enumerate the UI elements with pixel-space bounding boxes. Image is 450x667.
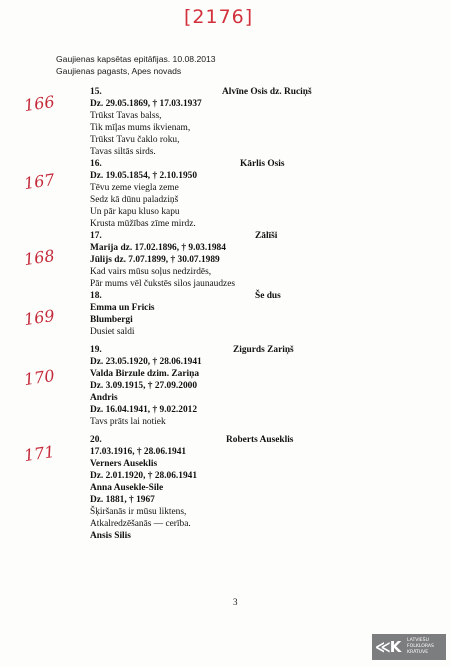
handwritten-catalog-mark: 171 (22, 441, 56, 466)
entry-line: Sedz kā dūnu paladziņš (90, 195, 179, 205)
entry-line: Ansis Silis (90, 531, 131, 541)
entry-name: Zālīši (255, 231, 278, 241)
entry-line: Dz. 19.05.1854, † 2.10.1950 (90, 171, 198, 181)
page-number: 3 (233, 597, 238, 607)
entry-number: 17. (90, 231, 102, 241)
entry-line: Dz. 29.05.1869, † 17.03.1937 (90, 99, 202, 109)
handwritten-catalog-mark: 168 (22, 245, 56, 270)
entry-name: Alvīne Osis dz. Ruciņš (222, 87, 312, 97)
entry-line: Emma un Fricis (90, 303, 155, 313)
document-header (56, 53, 216, 77)
entry-line: Anna Ausekle-Sile (90, 483, 164, 493)
entry-line: Blumbergi (90, 315, 133, 325)
entry-line: Dz. 3.09.1915, † 27.09.2000 (90, 381, 198, 391)
entry-line: Tavas siltās sirds. (90, 147, 156, 157)
handwritten-catalog-mark: 166 (22, 91, 56, 116)
entry-line: Dz. 2.01.1920, † 28.06.1941 (90, 471, 198, 481)
entry-line: Trūkst Tavas balss, (90, 111, 162, 121)
entry-name: Roberts Auseklis (226, 435, 294, 445)
entry-line: Dusiet saldi (90, 327, 135, 337)
entry-line: Trūkst Tavu čaklo roku, (90, 135, 180, 145)
entry-line: Dz. 16.04.1941, † 9.02.2012 (90, 405, 198, 415)
archive-reference-number: [2176] (184, 6, 254, 28)
entry-line: Tēvu zeme viegla zeme (90, 183, 179, 193)
entry-line: Šķiršanās ir mūsu liktens, (90, 507, 187, 517)
handwritten-catalog-mark: 170 (22, 365, 56, 390)
entry-number: 19. (90, 345, 102, 355)
entry-name: Zigurds Zariņš (233, 345, 294, 355)
entry-number: 18. (90, 291, 102, 301)
entry-number: 16. (90, 159, 102, 169)
entry-line: Marija dz. 17.02.1896, † 9.03.1984 (90, 243, 226, 253)
entry-line: Verners Auseklis (90, 459, 158, 469)
handwritten-catalog-mark: 167 (22, 169, 56, 194)
entry-line: Dz. 1881, † 1967 (90, 495, 155, 505)
entry-number: 20. (90, 435, 102, 445)
entry-line: Andris (90, 393, 118, 403)
entry-line: Kad vairs mūsu soļus nedzirdēs, (90, 267, 212, 277)
entry-number: 15. (90, 87, 102, 97)
header-title: Gaujienas kapsētas epitāfijas. 10.08.2013 (56, 54, 216, 64)
entry-name: Še dus (255, 291, 281, 301)
archive-logo-icon: ≪K (375, 638, 401, 656)
entry-line: Valda Birzule dzim. Zariņa (90, 369, 200, 379)
entry-line: Dz. 23.05.1920, † 28.06.1941 (90, 357, 202, 367)
archive-logo (372, 634, 446, 660)
entry-line: Un pār kapu kluso kapu (90, 207, 180, 217)
entry-name: Kārlis Osis (240, 159, 285, 169)
entry-line: Krusta mūžības zīme mirdz. (90, 219, 196, 229)
entry-line: 17.03.1916, † 28.06.1941 (90, 447, 187, 457)
entry-line: Tik mīļas mums ikvienam, (90, 123, 191, 133)
handwritten-catalog-mark: 169 (22, 305, 56, 330)
entry-line: Atkalredzēšanās — cerība. (90, 519, 191, 529)
entry-line: Tavs prāts lai notiek (90, 417, 166, 427)
entry-line: Pār mums vēl čukstēs silos jaunaudzes (90, 279, 236, 289)
header-location: Gaujienas pagasts, Apes novads (56, 66, 182, 76)
archive-logo-text: LATVIEŠU FOLKLORAS KRĀTUVE (407, 638, 434, 655)
entry-line: Jūlijs dz. 7.07.1899, † 30.07.1989 (90, 255, 220, 265)
